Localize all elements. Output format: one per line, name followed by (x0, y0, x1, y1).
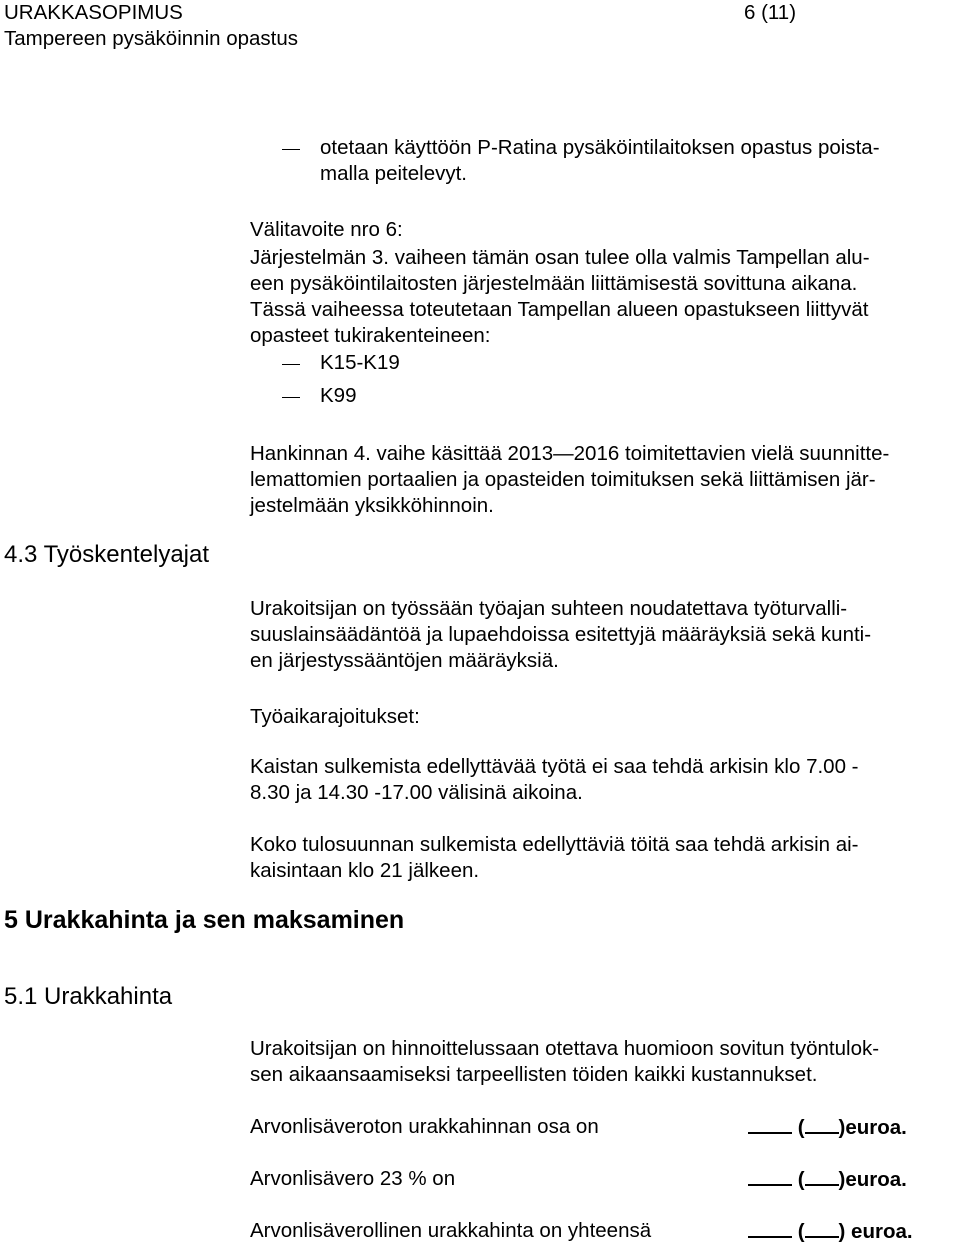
price-row-label: Arvonlisäverollinen urakkahinta on yhteensä (250, 1219, 652, 1242)
section-5-para-line: sen aikaansaamiseksi tarpeellisten töiden kaikki kustannukset. (250, 1063, 818, 1086)
price-blank[interactable] (748, 1114, 792, 1134)
section-4-3-para-line: en järjestyssääntöjen määräyksiä. (250, 649, 559, 672)
section-heading-5-1: 5.1 Urakkahinta (4, 983, 173, 1010)
milestone-item: K99 (320, 384, 357, 407)
document-subtitle: Tampereen pysäköinnin opastus (4, 27, 299, 50)
price-row-value (748, 1166, 907, 1193)
price-suffix: ) euroa. (838, 1220, 913, 1243)
restriction-line: Koko tulosuunnan sulkemista edellyttäviä töitä saa tehdä arkisin ai- (250, 833, 859, 856)
intro-bullet-line2: malla peitelevyt. (320, 162, 467, 185)
hankinnan-line: Hankinnan 4. vaihe käsittää 2013—2016 toimitettavien vielä suunnitte- (250, 442, 890, 465)
milestone-line: Järjestelmän 3. vaiheen tämän osan tulee olla valmis Tampellan alu- (250, 246, 870, 269)
dash-bullet-icon (282, 364, 300, 365)
price-paren: ( (797, 1220, 805, 1243)
price-row-value (748, 1114, 907, 1141)
hankinnan-line: jestelmään yksikköhinnoin. (250, 494, 494, 517)
section-heading-4-3: 4.3 Työskentelyajat (4, 541, 210, 568)
price-blank[interactable] (805, 1166, 839, 1186)
price-row-label: Arvonlisäveroton urakkahinnan osa on (250, 1115, 599, 1138)
hankinnan-line: lemattomien portaalien ja opasteiden toimituksen sekä liittämisen jär- (250, 468, 876, 491)
milestone-heading: Välitavoite nro 6: (250, 218, 403, 241)
section-5-para-line: Urakoitsijan on hinnoittelussaan otettava huomioon sovitun työntulok- (250, 1037, 880, 1060)
restriction-line: 8.30 ja 14.30 -17.00 välisinä aikoina. (250, 781, 583, 804)
dash-bullet-icon (282, 149, 300, 150)
price-suffix: )euroa. (838, 1116, 907, 1139)
milestone-item: K15-K19 (320, 351, 400, 374)
section-4-3-para-line: Urakoitsijan on työssään työajan suhteen noudatettava työturvalli- (250, 597, 848, 620)
intro-bullet-line1: otetaan käyttöön P-Ratina pysäköintilaitoksen opastus poista- (320, 136, 880, 159)
price-paren: ( (797, 1116, 805, 1139)
price-blank[interactable] (805, 1114, 839, 1134)
price-paren: ( (797, 1168, 805, 1191)
milestone-line: opasteet tukirakenteineen: (250, 324, 491, 347)
restrictions-heading: Työaikarajoitukset: (250, 705, 420, 728)
restriction-line: kaisintaan klo 21 jälkeen. (250, 859, 480, 882)
restriction-line: Kaistan sulkemista edellyttävää työtä ei saa tehdä arkisin klo 7.00 - (250, 755, 859, 778)
document-title: URAKKASOPIMUS (4, 1, 183, 24)
section-4-3-para-line: suuslainsäädäntöä ja lupaehdoissa esitettyjä määräyksiä sekä kunti- (250, 623, 872, 646)
price-suffix: )euroa. (838, 1168, 907, 1191)
price-row-label: Arvonlisävero 23 % on (250, 1167, 456, 1190)
price-blank[interactable] (748, 1166, 792, 1186)
price-blank[interactable] (805, 1218, 839, 1238)
page-number: 6 (11) (744, 1, 797, 24)
milestone-line: Tässä vaiheessa toteutetaan Tampellan alueen opastukseen liittyvät (250, 298, 869, 321)
price-blank[interactable] (748, 1218, 792, 1238)
dash-bullet-icon (282, 397, 300, 398)
section-heading-5: 5 Urakkahinta ja sen maksaminen (4, 906, 405, 934)
milestone-line: een pysäköintilaitosten järjestelmään liittämisestä sovittuna aikana. (250, 272, 858, 295)
price-row-value (748, 1218, 913, 1245)
